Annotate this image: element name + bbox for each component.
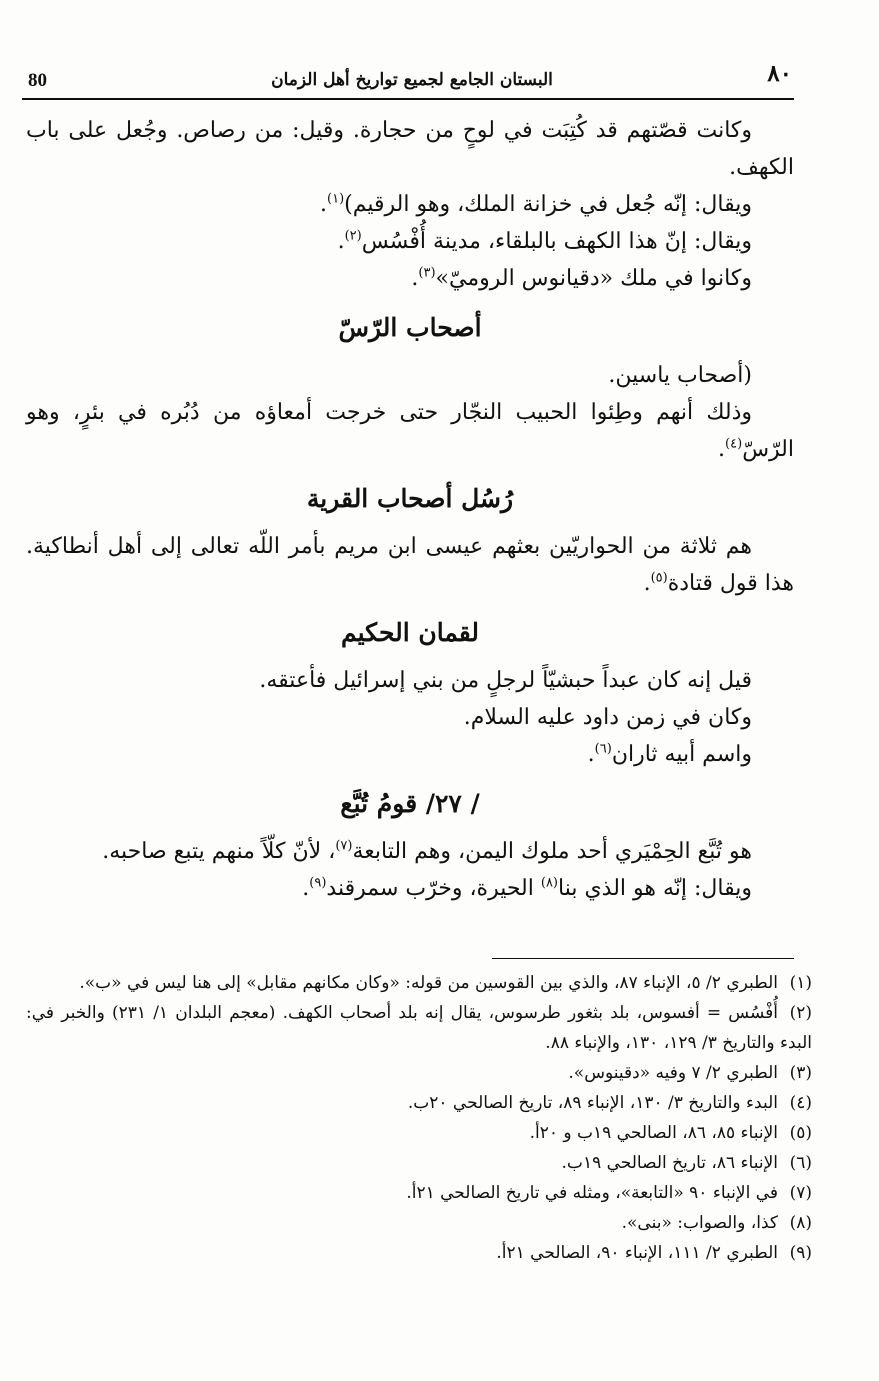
footnote-item xyxy=(26,1178,812,1208)
paragraph-text: هو تُبَّع الحِمْيَري أحد ملوك اليمن، وهم التابعة xyxy=(352,839,752,864)
paragraph xyxy=(26,357,794,394)
footnote-number: (٧) xyxy=(789,1183,812,1203)
section-heading: أصحاب الرّسّ xyxy=(338,313,482,342)
footnote-number: (٩) xyxy=(789,1243,812,1263)
paragraph: ويقال: إنّه جُعل في خزانة الملك، وهو الرقيم)$^{(١)}$. xyxy=(320,191,752,217)
paragraph xyxy=(26,699,794,736)
footnote-ref: (٦) xyxy=(594,741,612,757)
footnote-ref: (٤) xyxy=(725,436,743,452)
paragraph: وذلك أنهم وطِئوا الحبيب النجّار حتى خرجت أمعاؤه من دُبُره في بئرٍ، وهو الرّسّ$^{(٤)}$. xyxy=(26,400,794,462)
paragraph: وكانوا في ملك «دقيانوس الروميّ»$^{(٣)}$. xyxy=(411,265,752,291)
footnote-text: الطبري ٢/ ١١١، الإنباء ٩٠، الصالحي ٢١أ. xyxy=(496,1243,778,1263)
section-heading: رُسُل أصحاب القرية xyxy=(306,484,514,513)
footnote-item xyxy=(26,1148,812,1178)
paragraph-text: وكانت قصّتهم قد كُتِبَت في لوحٍ من حجارة. وقيل: من رصاص. وجُعل على باب الكهف. xyxy=(26,118,794,180)
footnote-item xyxy=(26,1238,812,1268)
paragraph: ويقال: إنّه هو الذي بنا$^{(٨)}$ الحيرة، وخرّب سمرقند$^{(٩)}$. xyxy=(302,875,752,901)
footnote-ref: (٧) xyxy=(335,838,353,854)
footnote-text: في الإنباء ٩٠ «التابعة»، ومثله في تاريخ الصالحي ٢١أ. xyxy=(406,1183,778,1203)
footnote-number: (٦) xyxy=(789,1153,812,1173)
footnote-number: (٣) xyxy=(789,1063,812,1083)
footnote-item xyxy=(26,1118,812,1148)
footnote-text: الإنباء ٨٦، تاريخ الصالحي ١٩ب. xyxy=(561,1153,778,1173)
paragraph-text: وذلك أنهم وطِئوا الحبيب النجّار حتى خرجت أمعاؤه من دُبُره في بئرٍ، وهو الرّسّ xyxy=(26,400,794,462)
footnote-number: (٤) xyxy=(789,1093,812,1113)
paragraph: واسم أبيه ثاران$^{(٦)}$. xyxy=(587,741,752,767)
section-heading: لقمان الحكيم xyxy=(340,618,480,647)
paragraph-text: ويقال: إنّ هذا الكهف بالبلقاء، مدينة أُفْسُس xyxy=(361,229,752,254)
paragraph-text: (أصحاب ياسين. xyxy=(608,363,752,388)
paragraph-text: الحيرة، وخرّب سمرقند xyxy=(326,876,541,901)
section-heading: / ٢٧/ قومُ تُبَّع xyxy=(340,789,480,818)
footnote-ref: (٥) xyxy=(650,570,668,586)
footnote-number: (٨) xyxy=(789,1213,812,1233)
footnote-item xyxy=(26,1208,812,1238)
paragraph xyxy=(26,662,794,699)
paragraph-text: ، لأنّ كلّاً منهم يتبع صاحبه. xyxy=(102,839,336,864)
footnote-text: أُفْسُس = أفسوس، بلد بثغور طرسوس، يقال إنه بلد أصحاب الكهف. (معجم البلدان ١/ ٢٣١) والخبر في: البدء والتاريخ ٣/ ١٢٩، ١٣٠، والإنباء ٨٨. xyxy=(26,1003,812,1053)
footnote-number: (٢) xyxy=(789,1003,812,1023)
running-title: البستان الجامع لجميع تواريخ أهل الزمان xyxy=(271,70,553,90)
footnote-ref: (١) xyxy=(327,191,345,207)
footnote-item xyxy=(26,1058,812,1088)
footnote-text: البدء والتاريخ ٣/ ١٣٠، الإنباء ٨٩، تاريخ الصالحي ٢٠ب. xyxy=(407,1093,778,1113)
footnote-text: الطبري ٢/ ٥، الإنباء ٨٧، والذي بين القوسين من قوله: «وكان مكانهم مقابل» إلى هنا ليس في «ب». xyxy=(79,973,778,993)
paragraph-text: ويقال: إنّه هو الذي بنا xyxy=(558,876,752,901)
paragraph-text: هم ثلاثة من الحواريّين بعثهم عيسى ابن مريم بأمر اللّه تعالى إلى أهل أنطاكية. هذا قول قتادة xyxy=(26,534,794,596)
footnote-ref: (٩) xyxy=(309,875,327,891)
footnote-ref: (٢) xyxy=(344,228,362,244)
main-text xyxy=(26,112,794,907)
page-header xyxy=(22,60,794,100)
footnote-text: الطبري ٢/ ٧ وفيه «دقينوس». xyxy=(568,1063,778,1083)
page-number-latin: 80 xyxy=(28,70,47,91)
footnote-text: الإنباء ٨٥، ٨٦، الصالحي ١٩ب و ٢٠أ. xyxy=(529,1123,778,1143)
footnote-number: (٥) xyxy=(789,1123,812,1143)
paragraph: هم ثلاثة من الحواريّين بعثهم عيسى ابن مريم بأمر اللّه تعالى إلى أهل أنطاكية. هذا قول قتادة$^{(٥)}$. xyxy=(26,534,794,596)
paragraph: ويقال: إنّ هذا الكهف بالبلقاء، مدينة أُفْسُس$^{(٢)}$. xyxy=(337,228,752,254)
paragraph-text: ويقال: إنّه جُعل في خزانة الملك، وهو الرقيم) xyxy=(344,192,752,217)
footnote-item xyxy=(26,968,812,998)
footnote-ref: (٨) xyxy=(540,875,558,891)
paragraph-text: قيل إنه كان عبداً حبشيّاً لرجلٍ من بني إسرائيل فأعتقه. xyxy=(259,668,752,693)
footnote-number: (١) xyxy=(789,973,812,993)
footnote-divider xyxy=(492,958,794,959)
footnote-item xyxy=(26,998,812,1058)
footnotes xyxy=(26,968,812,1268)
paragraph xyxy=(26,833,794,870)
paragraph-text: وكانوا في ملك «دقيانوس الروميّ» xyxy=(435,266,752,291)
page-number-arabic: ٨٠ xyxy=(767,60,792,87)
footnote-item xyxy=(26,1088,812,1118)
paragraph-text: واسم أبيه ثاران xyxy=(611,742,752,767)
paragraph xyxy=(26,112,794,186)
footnote-text: كذا، والصواب: «بنى». xyxy=(621,1213,778,1233)
footnote-ref: (٣) xyxy=(418,265,436,281)
paragraph-text: وكان في زمن داود عليه السلام. xyxy=(463,705,752,730)
